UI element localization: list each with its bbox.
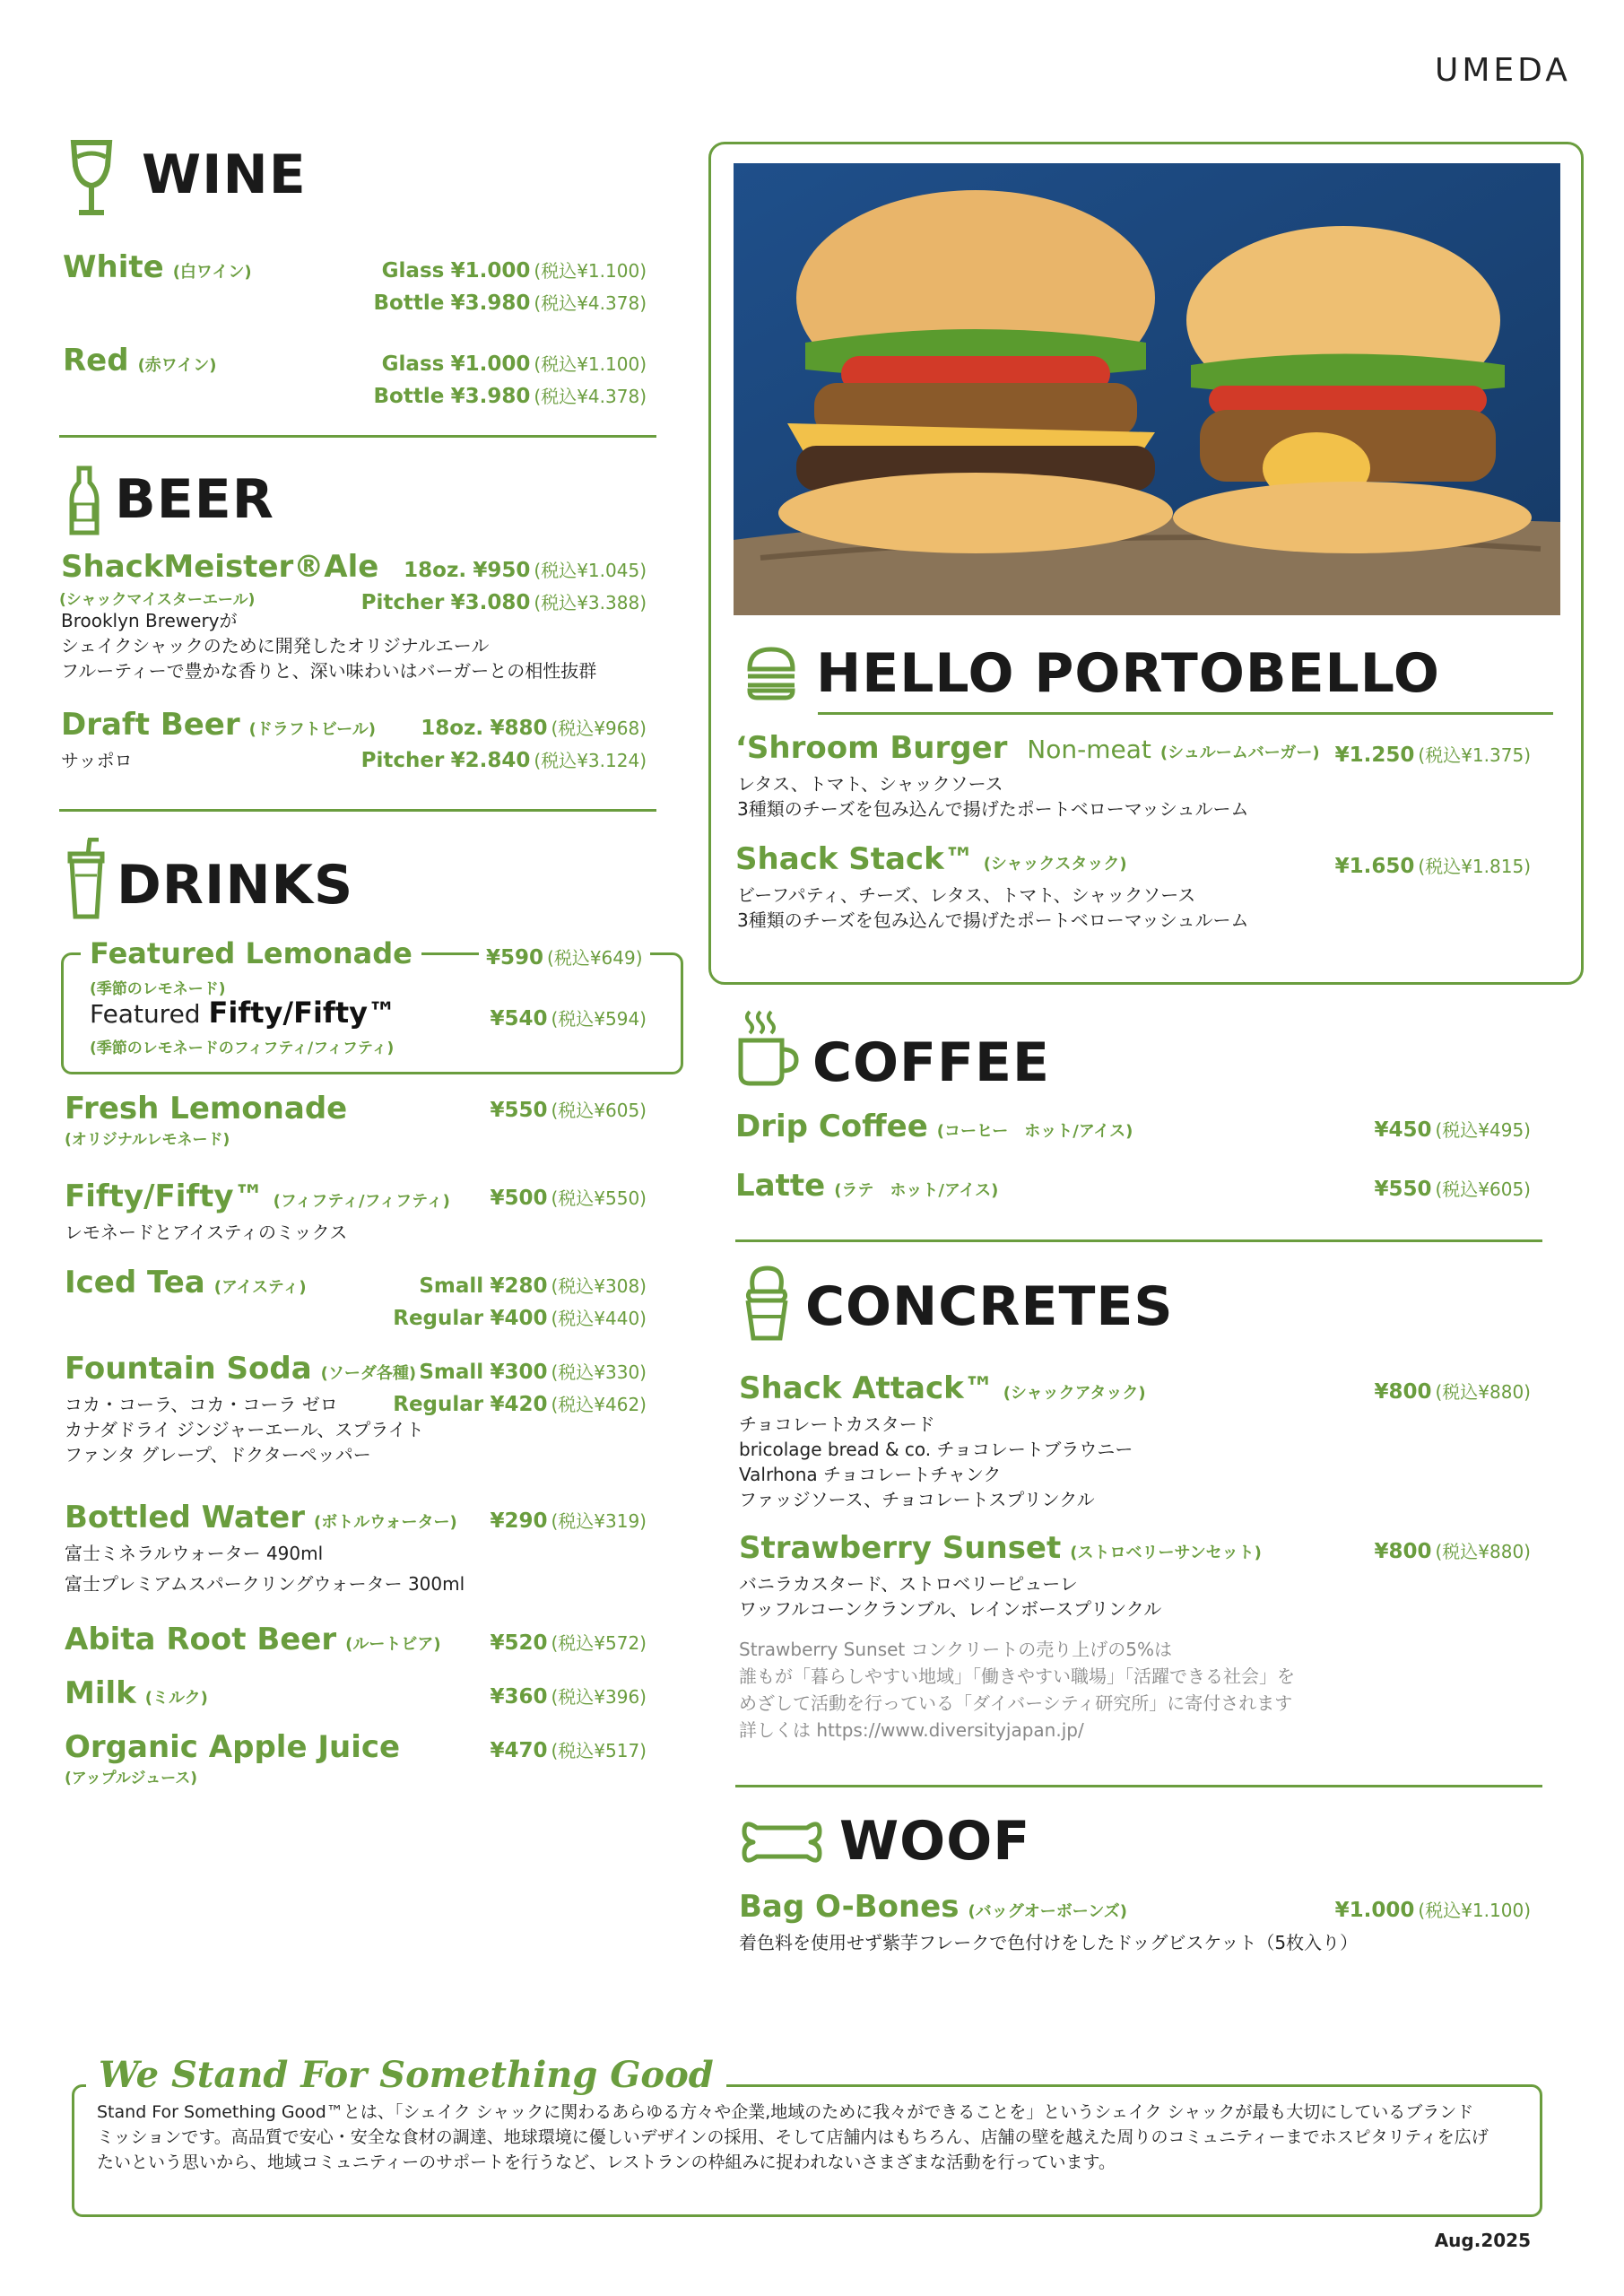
portobello-title-underline bbox=[818, 712, 1553, 715]
shack-attack-desc-1: チョコレートカスタード bbox=[739, 1413, 935, 1435]
shack-attack-desc-2: bricolage bread & co. チョコレートブラウニー bbox=[739, 1439, 1133, 1460]
featured-lemonade-name: Featured Lemonade bbox=[81, 936, 421, 970]
featured-fifty-name: Featured Fifty/Fifty™ bbox=[90, 996, 396, 1030]
wine-red-glass-price: Glass ¥1.000 (税込¥1.100) bbox=[381, 352, 647, 376]
strawberry-sunset-price: ¥800 (税込¥880) bbox=[1374, 1540, 1531, 1563]
shroom-burger-desc-2: 3種類のチーズを包み込んで揚げたポートベローマッシュルーム bbox=[737, 798, 1249, 820]
wine-title: WINE bbox=[142, 144, 307, 206]
footer-title: We Stand For Something Good bbox=[86, 2054, 726, 2096]
wine-white-glass-price: Glass ¥1.000 (税込¥1.100) bbox=[381, 259, 647, 283]
wine-divider bbox=[59, 435, 656, 438]
shackmeister-18oz-price: 18oz. ¥950 (税込¥1.045) bbox=[404, 559, 647, 582]
beer-bottle-icon bbox=[68, 465, 100, 538]
donation-note-3: めざして活動を行っている「ダイバーシティ研究所」に寄付されます bbox=[739, 1692, 1293, 1714]
featured-price-box: ¥590 (税込¥649) bbox=[479, 944, 650, 970]
portobello-title: HELLO PORTOBELLO bbox=[816, 642, 1440, 705]
shack-attack-name: Shack Attack™ (シャックアタック) bbox=[739, 1370, 1146, 1406]
draft-18oz-price: 18oz. ¥880 (税込¥968) bbox=[421, 717, 647, 740]
milk-price: ¥360 (税込¥396) bbox=[490, 1685, 647, 1709]
draft-beer-desc: サッポロ bbox=[61, 750, 133, 771]
root-beer-price: ¥520 (税込¥572) bbox=[490, 1631, 647, 1655]
fresh-lemonade-price: ¥550 (税込¥605) bbox=[490, 1099, 647, 1122]
apple-juice-jp: (アップルジュース) bbox=[65, 1770, 198, 1787]
draft-beer-name: Draft Beer (ドラフトビール) bbox=[61, 707, 376, 743]
apple-juice-price: ¥470 (税込¥517) bbox=[490, 1739, 647, 1762]
root-beer-name: Abita Root Beer (ルートビア) bbox=[65, 1622, 441, 1657]
footer-text-1: Stand For Something Good™とは、「シェイク シャックに関わるあらゆる方々や企業,地域のために我々ができることを」というシェイク シャックが最も大切にしているブランド bbox=[97, 2102, 1474, 2122]
fresh-lemonade-jp: (オリジナルレモネード) bbox=[65, 1131, 230, 1149]
fountain-soda-desc-1: コカ・コーラ、コカ・コーラ ゼロ bbox=[65, 1394, 338, 1415]
shackmeister-jp: (シャックマイスターエール) bbox=[59, 591, 256, 609]
coffee-divider bbox=[735, 1239, 1542, 1242]
strawberry-sunset-name: Strawberry Sunset (ストロベリーサンセット) bbox=[739, 1530, 1262, 1566]
donation-note-4: 詳しくは https://www.diversityjapan.jp/ bbox=[739, 1719, 1084, 1741]
shackmeister-desc-3: フルーティーで豊かな香りと、深い味わいはバーガーとの相性抜群 bbox=[61, 660, 597, 682]
drink-cup-icon bbox=[66, 838, 106, 920]
beer-title: BEER bbox=[115, 468, 274, 531]
shack-stack-desc-2: 3種類のチーズを包み込んで揚げたポートベローマッシュルーム bbox=[737, 909, 1249, 931]
iced-tea-small-price: Small ¥280 (税込¥308) bbox=[419, 1274, 647, 1298]
burger-icon bbox=[744, 646, 798, 701]
draft-pitcher-price: Pitcher ¥2.840 (税込¥3.124) bbox=[360, 749, 647, 772]
fountain-soda-regular-price: Regular ¥420 (税込¥462) bbox=[393, 1393, 647, 1416]
shackmeister-pitcher-price: Pitcher ¥3.080 (税込¥3.388) bbox=[360, 591, 647, 614]
beer-divider bbox=[59, 809, 656, 812]
strawberry-sunset-desc-2: ワッフルコーンクランブル、レインボースプリンクル bbox=[739, 1598, 1162, 1620]
coffee-title: COFFEE bbox=[812, 1031, 1050, 1094]
burger-photo bbox=[734, 163, 1560, 615]
location-label: UMEDA bbox=[1435, 52, 1571, 89]
shackmeister-desc-1: Brooklyn Breweryが bbox=[61, 610, 238, 631]
latte-name: Latte (ラテ ホット/アイス) bbox=[735, 1168, 999, 1204]
shackmeister-desc-2: シェイクシャックのために開発したオリジナルエール bbox=[61, 635, 490, 657]
fifty-fifty-price: ¥500 (税込¥550) bbox=[490, 1187, 647, 1210]
concretes-title: CONCRETES bbox=[805, 1275, 1174, 1338]
iced-tea-name: Iced Tea (アイスティ) bbox=[65, 1265, 307, 1300]
featured-lemonade-jp: (季節のレモネード) bbox=[90, 980, 226, 998]
bag-o-bones-price: ¥1.000 (税込¥1.100) bbox=[1334, 1899, 1531, 1922]
shroom-burger-desc-1: レタス、トマト、シャックソース bbox=[737, 773, 1003, 795]
shackmeister-name: ShackMeister®Ale bbox=[61, 549, 379, 585]
drip-coffee-price: ¥450 (税込¥495) bbox=[1374, 1118, 1531, 1142]
dog-bone-icon bbox=[741, 1815, 823, 1869]
strawberry-sunset-desc-1: バニラカスタード、ストロベリーピューレ bbox=[739, 1573, 1078, 1595]
coffee-cup-icon bbox=[737, 1008, 802, 1087]
drip-coffee-name: Drip Coffee (コーヒー ホット/アイス) bbox=[735, 1109, 1133, 1144]
wine-glass-icon bbox=[68, 139, 115, 218]
bottled-water-desc-1: 富士ミネラルウォーター 490ml bbox=[65, 1543, 324, 1564]
latte-price: ¥550 (税込¥605) bbox=[1374, 1178, 1531, 1201]
bottled-water-desc-2: 富士プレミアムスパークリングウォーター 300ml bbox=[65, 1573, 465, 1595]
fountain-soda-desc-2: カナダドライ ジンジャーエール、スプライト bbox=[65, 1419, 424, 1440]
shack-stack-price: ¥1.650 (税込¥1.815) bbox=[1334, 855, 1531, 878]
milk-name: Milk (ミルク) bbox=[65, 1675, 208, 1711]
drinks-title: DRINKS bbox=[117, 854, 354, 917]
shack-attack-desc-3: Valrhona チョコレートチャンク bbox=[739, 1464, 1002, 1485]
bottled-water-price: ¥290 (税込¥319) bbox=[490, 1509, 647, 1533]
featured-fifty-jp: (季節のレモネードのフィフティ/フィフティ) bbox=[90, 1039, 395, 1057]
shroom-burger-price: ¥1.250 (税込¥1.375) bbox=[1334, 744, 1531, 767]
donation-note-1: Strawberry Sunset コンクリートの売り上げの5%は bbox=[739, 1639, 1172, 1660]
bottled-water-name: Bottled Water (ボトルウォーター) bbox=[65, 1500, 457, 1535]
iced-tea-regular-price: Regular ¥400 (税込¥440) bbox=[393, 1307, 647, 1330]
fountain-soda-name: Fountain Soda (ソーダ各種) bbox=[65, 1351, 417, 1387]
footer-text-2: ミッションです。高品質で安心・安全な食材の調達、地球環境に優しいデザインの採用、そして店舗内はもちろん、店舗の壁を越えた周りのコミュニティーまでホスピタリティを広げ bbox=[97, 2127, 1489, 2147]
woof-title: WOOF bbox=[839, 1810, 1031, 1873]
shack-stack-name: Shack Stack™ (シャックスタック) bbox=[735, 841, 1127, 877]
fifty-fifty-name: Fifty/Fifty™ (フィフティ/フィフティ) bbox=[65, 1178, 450, 1214]
shack-attack-desc-4: ファッジソース、チョコレートスプリンクル bbox=[739, 1489, 1095, 1510]
wine-white-name: White (白ワイン) bbox=[63, 249, 252, 285]
donation-note-2: 誰もが「暮らしやすい地域」「働きやすい職場」「活躍できる社会」を bbox=[739, 1665, 1295, 1687]
shack-attack-price: ¥800 (税込¥880) bbox=[1374, 1380, 1531, 1404]
footer-text-3: たいという思いから、地域コミュニティーのサポートを行うなど、レストランの枠組みに捉われないさまざまな活動を行っています。 bbox=[97, 2152, 1116, 2172]
fifty-fifty-desc: レモネードとアイスティのミックス bbox=[65, 1222, 348, 1243]
fresh-lemonade-name: Fresh Lemonade bbox=[65, 1091, 348, 1126]
wine-white-bottle-price: Bottle ¥3.980 (税込¥4.378) bbox=[373, 291, 647, 315]
bag-o-bones-desc: 着色料を使用せず紫芋フレークで色付けをしたドッグビスケット（5枚入り） bbox=[739, 1932, 1359, 1953]
wine-red-bottle-price: Bottle ¥3.980 (税込¥4.378) bbox=[373, 385, 647, 408]
wine-red-name: Red (赤ワイン) bbox=[63, 343, 217, 378]
bag-o-bones-name: Bag O-Bones (バッグオーボーンズ) bbox=[739, 1889, 1128, 1925]
fountain-soda-desc-3: ファンタ グレープ、ドクターペッパー bbox=[65, 1444, 371, 1465]
apple-juice-name: Organic Apple Juice bbox=[65, 1729, 401, 1765]
date-label: Aug.2025 bbox=[1434, 2230, 1531, 2251]
featured-fifty-price: ¥540 (税込¥594) bbox=[490, 1007, 647, 1031]
shack-stack-desc-1: ビーフパティ、チーズ、レタス、トマト、シャックソース bbox=[737, 884, 1196, 906]
concrete-cup-icon bbox=[741, 1265, 793, 1342]
fountain-soda-small-price: Small ¥300 (税込¥330) bbox=[419, 1361, 647, 1384]
concretes-divider bbox=[735, 1785, 1542, 1787]
shroom-burger-name: ‘Shroom Burger Non-meat (シュルームバーガー) bbox=[735, 730, 1320, 766]
